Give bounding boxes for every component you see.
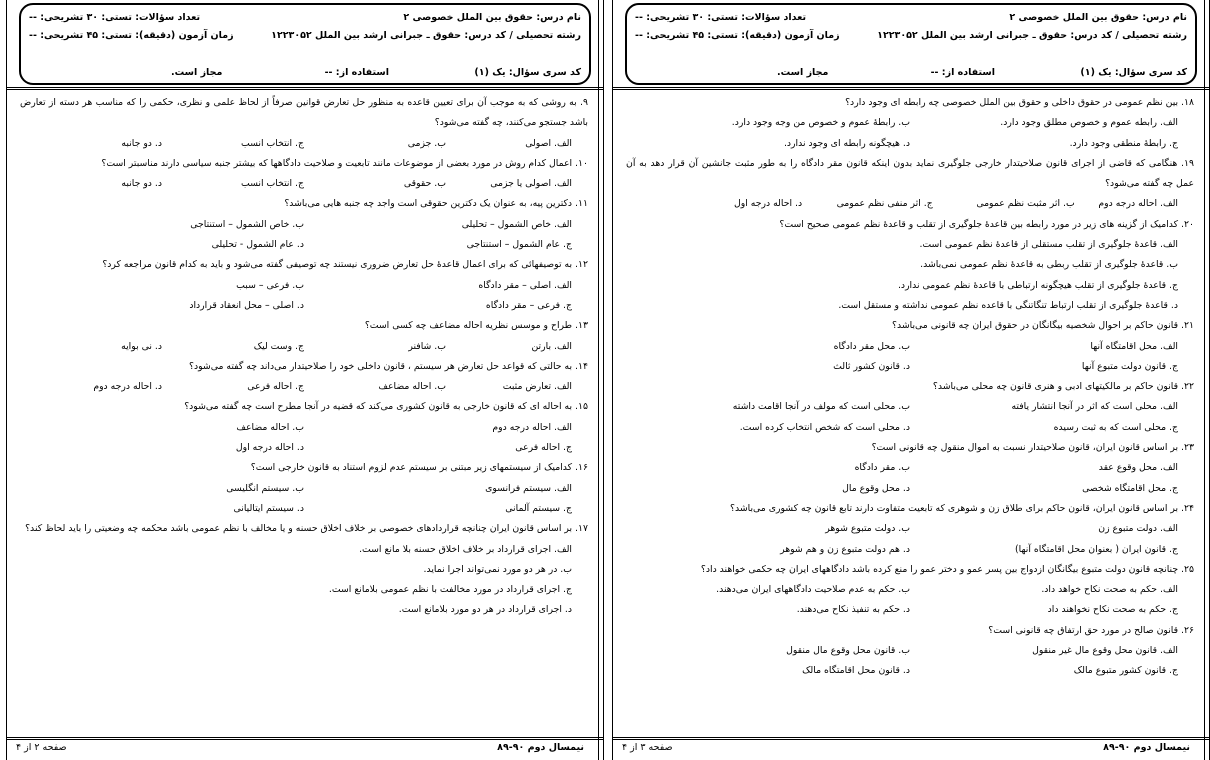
question-block — [626, 438, 1194, 499]
header-rule — [612, 87, 1210, 90]
option: د. محل وقوع مال — [842, 482, 910, 494]
option: الف. رابطه عموم و خصوص مطلق وجود دارد. — [1000, 117, 1178, 129]
allowed-note: مجاز است. — [171, 67, 223, 78]
question-block — [626, 621, 1194, 682]
option: ب. فرعی – سبب — [236, 279, 304, 291]
option: الف. احاله درجه دوم — [492, 421, 572, 433]
option: ج. اجرای قرارداد در مورد مخالفت با نظم عمومی بلامانع است. — [328, 584, 572, 596]
question-block — [626, 154, 1194, 215]
use-of: استفاده از: -- — [930, 67, 995, 78]
option: ج. انتخاب انسب — [240, 137, 304, 149]
option: الف. محلی است که اثر در آنجا انتشار یافته — [1011, 401, 1178, 413]
option: د. دو جانبه — [121, 137, 162, 149]
option: ج. قانون ایران ( بعنوان محل اقامتگاه آنها) — [1015, 543, 1178, 555]
exam-time: زمان آزمون (دقیقه): تستی: ۴۵ تشریحی: -- — [29, 30, 234, 41]
series-code: کد سری سؤال: یک (۱) — [1080, 67, 1187, 78]
option: الف. احاله درجه دوم — [1098, 198, 1178, 210]
option: الف. محل اقامتگاه آنها — [1090, 340, 1178, 352]
option: د. محلی است که شخص انتخاب کرده است. — [739, 421, 910, 433]
questions-body — [20, 93, 588, 621]
option: ج. عام الشمول – استنتاجی — [466, 239, 572, 251]
option: د. حکم به تنفیذ نکاح می‌دهند. — [796, 604, 910, 616]
option: ج. محل اقامتگاه شخصی — [1082, 482, 1178, 494]
option: الف. سیستم فرانسوی — [485, 482, 572, 494]
question-text: ۲۰. کدامیک از گزینه های زیر در مورد رابطه بین قاعدهٔ جلوگیری از تقلب و قاعدهٔ نظم عمومی صحیح است؟ — [779, 218, 1194, 230]
term-label: نیمسال دوم ۹۰-۸۹ — [1103, 742, 1190, 753]
exam-page-3 — [612, 0, 1210, 760]
questions-body — [626, 93, 1194, 682]
option: الف. خاص الشمول – تحلیلی — [461, 218, 572, 230]
option: ب. در هر دو مورد نمی‌تواند اجرا نماید. — [423, 563, 572, 575]
option: ج. رابطهٔ منطقی وجود دارد. — [1069, 137, 1178, 149]
question-block — [20, 357, 588, 398]
question-text: ۱۳. طراح و موسس نظریه احاله مضاعف چه کسی است؟ — [364, 320, 588, 332]
course-name: نام درس: حقوق بین الملل خصوصی ۲ — [1009, 12, 1187, 23]
footer-rule — [612, 737, 1210, 740]
option: ب. احاله مضاعف — [378, 381, 446, 393]
question-text: ۲۲. قانون حاکم بر مالکیتهای ادبی و هنری قانون چه محلی می‌باشد؟ — [932, 381, 1194, 393]
question-text: ۱۸. بین نظم عمومی در حقوق داخلی و حقوق بین الملل خصوصی چه رابطه ای وجود دارد؟ — [845, 97, 1194, 108]
option: د. عام الشمول - تحلیلی — [211, 239, 304, 251]
question-text: ۱۴. به حالتی که قواعد حل تعارض هر سیستم ، قانون داخلی خود را صلاحیتدار می‌داند چه گفته می‌شود؟ — [189, 360, 588, 372]
option: ج. وست لیک — [253, 340, 304, 352]
option: ب. محلی است که مولف در آنجا اقامت داشته — [732, 401, 910, 413]
header-rule — [6, 87, 604, 90]
exam-page-2 — [6, 0, 604, 760]
option: الف. قاعدهٔ جلوگیری از تقلب مستقلی از قاعدهٔ نظم عمومی است. — [919, 239, 1178, 251]
page-border-line — [1204, 0, 1205, 760]
question-block — [20, 194, 588, 255]
option: د. احاله درجه اول — [235, 442, 304, 454]
option: ب. قاعدهٔ جلوگیری از تقلب ربطی به قاعدهٔ نظم عمومی نمی‌باشد. — [920, 259, 1178, 271]
option: د. دو جانبه — [121, 178, 162, 190]
option: د. اصلی – محل انعقاد قرارداد — [189, 299, 304, 311]
question-block — [20, 316, 588, 357]
question-text: ۲۴. بر اساس قانون ایران، قانون حاکم برای طلاق زن و شوهری که تابعیت متفاوت دارند تابع قانون چه کشوری می‌باشد؟ — [730, 502, 1194, 514]
page-number: صفحه ۳ از ۴ — [622, 742, 673, 753]
option: ج. احاله فرعی — [247, 381, 304, 393]
option: د. احاله درجه دوم — [93, 381, 162, 393]
option: ب. احاله مضاعف — [236, 421, 304, 433]
question-text: ۲۳. بر اساس قانون ایران، قانون صلاحیتدار نسبت به اموال منقول چه قانونی است؟ — [871, 442, 1194, 454]
exam-header — [19, 3, 591, 85]
footer-rule — [6, 737, 604, 740]
option: د. قانون محل اقامتگاه مالک — [802, 665, 910, 677]
exam-header — [625, 3, 1197, 85]
option: الف. اصلی – مقر دادگاه — [478, 279, 572, 291]
option: د. احاله درجه اول — [733, 198, 803, 210]
option: ب. حکم به عدم صلاحیت دادگاههای ایران می‌دهند. — [716, 584, 910, 596]
question-block — [20, 519, 588, 620]
option: ج. قانون دولت متبوع آنها — [1081, 360, 1178, 372]
option: الف. تعارض مثبت — [502, 381, 572, 393]
option: ب. جزمی — [407, 137, 446, 149]
field-code: رشته تحصیلی / کد درس: حقوق ـ جبرانی ارشد بین الملل ۱۲۲۳۰۵۲ — [271, 30, 581, 41]
question-text: ۲۱. قانون حاکم بر احوال شخصیه بیگانگان در حقوق ایران چه قانونی می‌باشد؟ — [892, 320, 1194, 332]
option: ج. حکم به صحت نکاح نخواهند داد — [1047, 604, 1178, 616]
question-text: ۱۵. به احاله ای که قانون خارجی به قانون کشوری می‌کند که قضیه در آنجا مطرح است چه گفته می‌شود؟ — [184, 401, 588, 413]
option: الف. اصولی یا جزمی — [490, 178, 572, 190]
question-text: ۲۶. قانون صالح در مورد حق ارتفاق چه قانونی است؟ — [988, 624, 1194, 636]
question-block — [626, 560, 1194, 621]
option: د. هیچگونه رابطه ای وجود ندارد. — [783, 137, 910, 149]
page-footer — [16, 741, 584, 755]
page-border-line — [612, 0, 613, 760]
question-text: ۱۲. به توصیفهائی که برای اعمال قاعدهٔ حل تعارض ضروری نیستند چه توصیفی گفته می‌شود و باید به کدام قانون مراجعه کرد؟ — [102, 259, 588, 271]
page-border-line — [603, 0, 604, 760]
option: الف. محل وقوع عقد — [1098, 462, 1178, 474]
option: ج. قاعدهٔ جلوگیری از تقلب هیچگونه ارتباطی با قاعدهٔ نظم عمومی ندارد. — [897, 279, 1178, 291]
question-block — [20, 255, 588, 316]
option: ج. قانون کشور متبوع مالک — [1073, 665, 1178, 677]
question-block — [20, 458, 588, 519]
option: د. نی بوایه — [121, 340, 162, 352]
page-border-line — [6, 0, 7, 760]
option: ج. فرعی – مقر دادگاه — [485, 299, 572, 311]
question-block — [20, 154, 588, 195]
option: الف. اصولی — [525, 137, 572, 149]
option: د. قاعدهٔ جلوگیری از تقلب ارتباط تنگاتنگی با قاعده نظم عمومی نداشته و مستقل است. — [838, 299, 1178, 311]
option: ب. حقوقی — [403, 178, 446, 190]
question-text: ۹. به روشی که به موجب آن برای تعیین قاعده به منظور حل تعارض قوانین صرفاً از لحاظ علمی و نظری، حکمی را که مناسب هر دسته از تعارض باشد جستجو می‌کنند، چه گفته می‌شود؟ — [20, 97, 588, 129]
option: الف. قانون محل وقوع مال غیر منقول — [1032, 645, 1178, 657]
option: ج. اثر منفی نظم عمومی — [836, 198, 933, 210]
question-block — [20, 397, 588, 458]
option: ب. خاص الشمول – استنتاجی — [190, 218, 304, 230]
page-border-line — [598, 0, 599, 760]
option: الف. دولت متبوع زن — [1098, 523, 1178, 535]
question-text: ۱۶. کدامیک از سیستمهای زیر مبتنی بر سیستم عدم لزوم استناد به قانون خارجی است؟ — [250, 462, 588, 474]
series-code: کد سری سؤال: یک (۱) — [474, 67, 581, 78]
exam-time: زمان آزمون (دقیقه): تستی: ۴۵ تشریحی: -- — [635, 30, 840, 41]
allowed-note: مجاز است. — [777, 67, 829, 78]
question-text: ۱۱. دکترین پیه، به عنوان یک دکترین حقوقی است واجد چه جنبه هایی می‌باشد؟ — [284, 198, 588, 210]
option: ب. دولت متبوع شوهر — [825, 523, 910, 535]
field-code: رشته تحصیلی / کد درس: حقوق ـ جبرانی ارشد بین الملل ۱۲۲۳۰۵۲ — [877, 30, 1187, 41]
option: د. سیستم ایتالیانی — [233, 502, 304, 514]
course-name: نام درس: حقوق بین الملل خصوصی ۲ — [403, 12, 581, 23]
option: ب. سیستم انگلیسی — [226, 482, 304, 494]
option: ب. قانون محل وقوع مال منقول — [786, 645, 910, 657]
option: الف. حکم به صحت نکاح خواهد داد. — [1041, 584, 1178, 596]
option: ب. رابطهٔ عموم و خصوص من وجه وجود دارد. — [731, 117, 910, 129]
option: ب. اثر مثبت نظم عمومی — [976, 198, 1075, 210]
question-block — [626, 316, 1194, 377]
option: ب. شافنر — [408, 340, 446, 352]
option: ج. احاله فرعی — [515, 442, 572, 454]
option: ج. انتخاب انسب — [240, 178, 304, 190]
term-label: نیمسال دوم ۹۰-۸۹ — [497, 742, 584, 753]
use-of: استفاده از: -- — [324, 67, 389, 78]
option: د. قانون کشور ثالث — [833, 360, 910, 372]
page-footer — [622, 741, 1190, 755]
question-block — [626, 377, 1194, 438]
option: د. هم دولت متبوع زن و هم شوهر — [780, 543, 910, 555]
question-block — [626, 93, 1194, 154]
option: ج. سیستم آلمانی — [505, 502, 572, 514]
question-count: تعداد سؤالات: تستی: ۳۰ تشریحی: -- — [29, 12, 201, 23]
option: ج. محلی است که به ثبت رسیده — [1053, 421, 1178, 433]
question-text: ۲۵. چنانچه قانون دولت متبوع بیگانگان ازدواج بین پسر عمو و دختر عمو را منع کرده باشد دادگاههای ایران چه حکمی خواهند داد؟ — [700, 563, 1194, 575]
question-text: ۱۷. بر اساس قانون ایران چنانچه قراردادهای خصوصی بر خلاف اخلاق حسنه و یا مخالف با نظم عمومی باشد محکمه چه وضعیتی را باید لحاظ کند؟ — [25, 523, 588, 535]
question-count: تعداد سؤالات: تستی: ۳۰ تشریحی: -- — [635, 12, 807, 23]
option: ب. مقر دادگاه — [854, 462, 910, 474]
question-block — [20, 93, 588, 154]
option: ب. محل مقر دادگاه — [833, 340, 910, 352]
question-text: ۱۰. اعمال کدام روش در مورد بعضی از موضوعات مانند تابعیت و صلاحیت دادگاهها که بیشتر جنبه سیاسی دارند مناسبتر است؟ — [101, 157, 588, 169]
question-block — [626, 215, 1194, 316]
option: الف. اجرای قرارداد بر خلاف اخلاق حسنه بلا مانع است. — [359, 543, 572, 555]
question-block — [626, 499, 1194, 560]
page-number: صفحه ۲ از ۴ — [16, 742, 67, 753]
question-text: ۱۹. هنگامی که قاضی از اجرای قانون صلاحیتدار خارجی جلوگیری نماید بدون اینکه قانون مقر دادگاه را به طور مثبت جانشین آن قرار دهد به آن عمل چه گفته می‌شود؟ — [626, 157, 1194, 190]
option: الف. بارتن — [531, 340, 572, 352]
option: د. اجرای قرارداد در هر دو مورد بلامانع است. — [398, 604, 572, 616]
